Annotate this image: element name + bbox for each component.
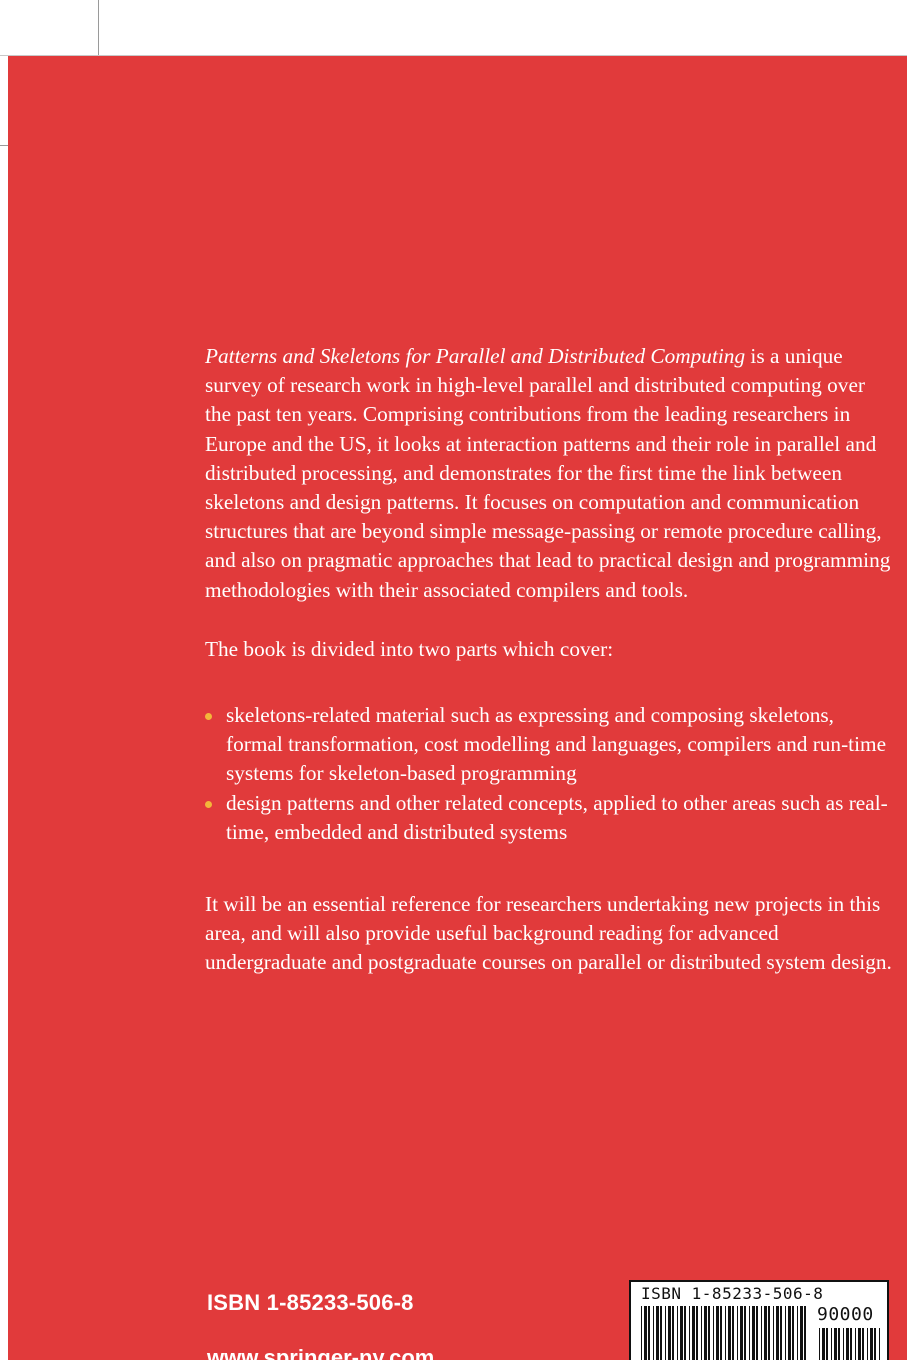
barcode-bar <box>826 1328 828 1360</box>
barcode-bar <box>870 1328 873 1360</box>
barcode-bar <box>708 1306 710 1360</box>
barcode-bar <box>773 1306 774 1360</box>
barcode-bar <box>756 1306 758 1360</box>
barcode-bar <box>680 1306 683 1360</box>
barcode-addon-bars-icon <box>819 1328 881 1360</box>
barcode-bar <box>855 1328 856 1360</box>
barcode-bar <box>656 1306 659 1360</box>
parts-intro: The book is divided into two parts which cover: <box>205 636 614 661</box>
cover-description <box>205 342 895 978</box>
barcode-bar <box>785 1306 786 1360</box>
barcode-bar <box>843 1328 844 1360</box>
barcode-bar <box>692 1306 695 1360</box>
barcode-addon-text: 90000 <box>817 1304 874 1325</box>
list-item-text: design patterns and other related concepts, applied to other areas such as real-time, embedded and distributed systems <box>226 790 888 844</box>
barcode-bar <box>728 1306 731 1360</box>
barcode-bar <box>672 1306 674 1360</box>
barcode-bar <box>819 1328 820 1360</box>
barcode-bar <box>701 1306 702 1360</box>
barcode-bar <box>804 1306 806 1360</box>
barcode-bar <box>744 1306 746 1360</box>
barcode-bar <box>768 1306 770 1360</box>
barcode-bar <box>648 1306 650 1360</box>
bullet-icon <box>205 713 212 720</box>
barcode-bar <box>641 1306 642 1360</box>
list-item <box>205 701 895 789</box>
barcode-bar <box>822 1328 825 1360</box>
barcode-bar <box>704 1306 707 1360</box>
barcode-bar <box>740 1306 743 1360</box>
barcode-bars-icon <box>641 1306 806 1360</box>
barcode-bar <box>668 1306 671 1360</box>
publisher-url: www.springer-ny.com <box>207 1345 435 1370</box>
top-margin-strip <box>0 0 907 56</box>
intro-paragraph <box>205 342 895 605</box>
barcode-bar <box>788 1306 791 1360</box>
barcode-bar <box>792 1306 794 1360</box>
barcode-bar <box>776 1306 779 1360</box>
list-item-text: skeletons-related material such as expressing and composing skeletons, formal transformation, cost modelling and languages, compilers and run-time systems for skeleton-based programming <box>226 703 887 786</box>
barcode-bar <box>752 1306 755 1360</box>
barcode-bar <box>749 1306 750 1360</box>
barcode-bar <box>696 1306 698 1360</box>
intro-text: is a unique survey of research work in high-level parallel and distributed computing over the past ten years. Comprising contributions from the leading researchers in Europe and the US, it looks at interaction patterns and their role in parallel and distributed processing, and demonstrates for the first time the link between skeletons and design patterns. It focuses on computation and communication structures that are beyond simple message-passing or remote procedure calling, and also on pragmatic approaches that lead to practical design and programming methodologies with their associated compilers and tools. <box>205 344 891 602</box>
barcode-bar <box>684 1306 686 1360</box>
barcode-bar <box>713 1306 714 1360</box>
barcode-bar <box>800 1306 803 1360</box>
barcode-bar <box>665 1306 666 1360</box>
barcode-bar <box>737 1306 738 1360</box>
barcode-isbn-text: ISBN 1-85233-506-8 <box>641 1284 824 1303</box>
barcode-bar <box>725 1306 726 1360</box>
barcode-bar <box>660 1306 662 1360</box>
barcode-bar <box>846 1328 849 1360</box>
barcode-bar <box>716 1306 719 1360</box>
parts-list <box>205 701 895 847</box>
barcode-bar <box>761 1306 762 1360</box>
list-item <box>205 789 895 847</box>
barcode-bar <box>720 1306 722 1360</box>
barcode-bar <box>689 1306 690 1360</box>
barcode-bar <box>834 1328 837 1360</box>
barcode-bar <box>644 1306 647 1360</box>
barcode-bar <box>867 1328 868 1360</box>
barcode-bar <box>764 1306 767 1360</box>
barcode-bar <box>732 1306 734 1360</box>
isbn-label: ISBN 1-85233-506-8 <box>207 1290 414 1315</box>
bullet-icon <box>205 801 212 808</box>
barcode-bar <box>858 1328 861 1360</box>
barcode-bar <box>780 1306 782 1360</box>
barcode-bar <box>677 1306 678 1360</box>
barcode-bar <box>831 1328 832 1360</box>
barcode-bar <box>879 1328 880 1360</box>
barcode-bar <box>838 1328 840 1360</box>
barcode-bar <box>653 1306 654 1360</box>
barcode <box>629 1280 889 1360</box>
barcode-bar <box>862 1328 864 1360</box>
crop-mark <box>98 0 99 55</box>
barcode-bar <box>850 1328 852 1360</box>
crop-mark-left <box>0 145 8 146</box>
book-title-italic: Patterns and Skeletons for Parallel and Distributed Computing <box>205 344 746 368</box>
closing-paragraph: It will be an essential reference for researchers undertaking new projects in this area, and will also provide useful background reading for advanced undergraduate and postgraduate courses on parallel or distributed system design. <box>205 892 892 975</box>
barcode-bar <box>874 1328 876 1360</box>
barcode-bar <box>797 1306 798 1360</box>
